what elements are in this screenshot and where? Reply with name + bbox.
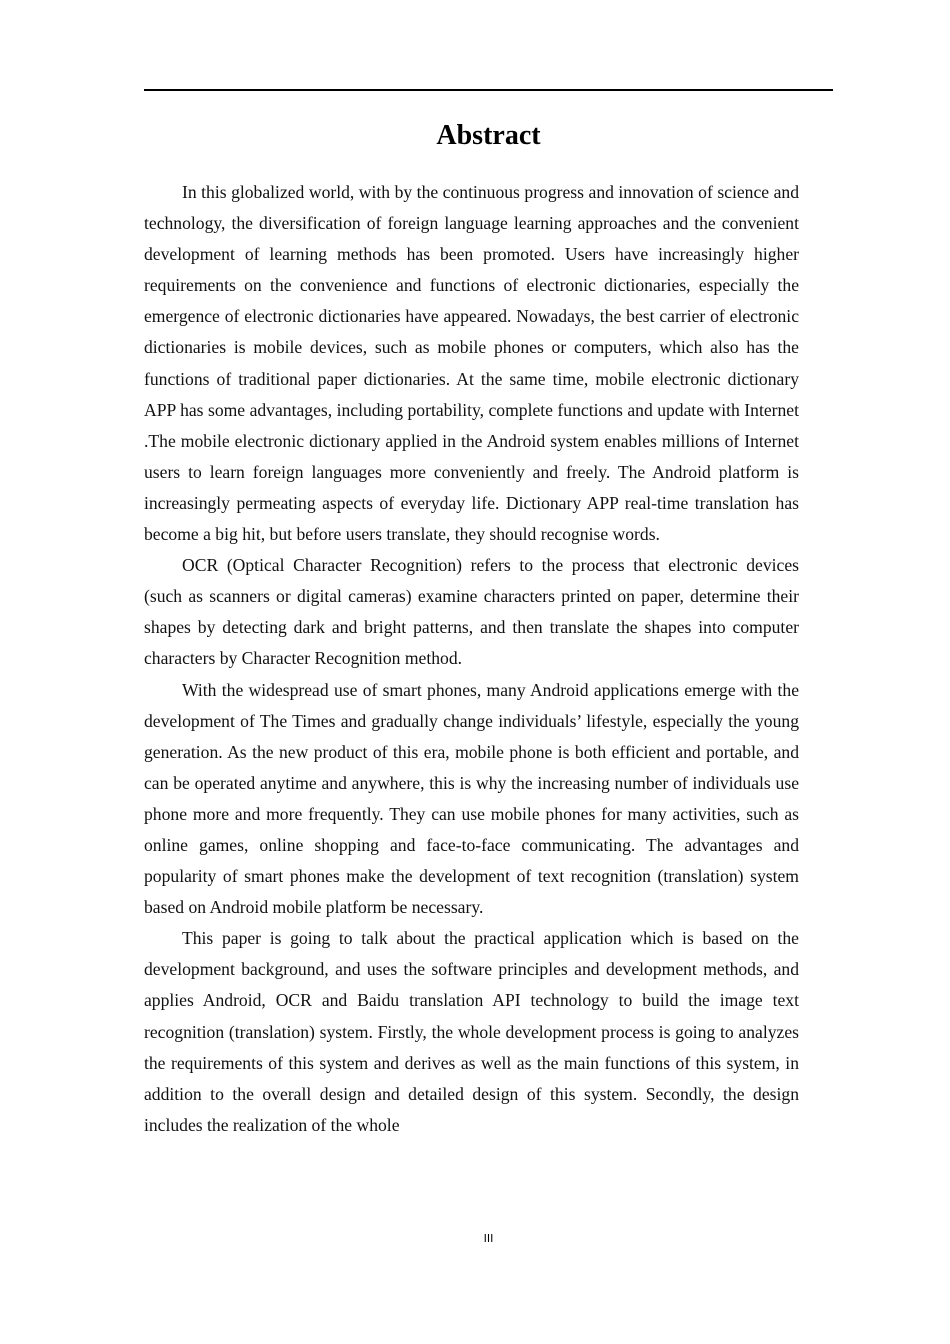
header-rule: [144, 89, 833, 91]
page-number: III: [483, 1232, 494, 1245]
paragraph: In this globalized world, with by the continuous progress and innovation of science and technology, the diversification of foreign language learning approaches and the convenient development of learning methods has been promoted. Users have increasingly higher requirements on the convenience and functions of electronic dictionaries, especially the emergence of electronic dictionaries have appeared. Nowadays, the best carrier of electronic dictionaries is mobile devices, such as mobile phones or computers, which also has the functions of traditional paper dictionaries. At the same time, mobile electronic dictionary APP has some advantages, including portability, complete functions and update with Internet .The mobile electronic dictionary applied in the Android system enables millions of Internet users to learn foreign languages more conveniently and freely. The Android platform is increasingly permeating aspects of everyday life. Dictionary APP real-time translation has become a big hit, but before users translate, they should recognise words.: [144, 182, 799, 545]
page-title: Abstract: [436, 120, 541, 151]
abstract-body: [144, 177, 799, 1141]
paragraph: OCR (Optical Character Recognition) refers to the process that electronic devices (such as scanners or digital cameras) examine characters printed on paper, determine their shapes by detecting dark and bright patterns, and then translate the shapes into computer characters by Character Recognition method.: [144, 555, 799, 669]
paragraph: This paper is going to talk about the practical application which is based on the development background, and uses the software principles and development methods, and applies Android, OCR and Baidu translation API technology to build the image text recognition (translation) system. Firstly, the whole development process is going to analyzes the requirements of this system and derives as well as the main functions of this system, in addition to the overall design and detailed design of this system. Secondly, the design includes the realization of the whole: [144, 928, 799, 1135]
paragraph: With the widespread use of smart phones, many Android applications emerge with the development of The Times and gradually change individuals’ lifestyle, especially the young generation. As the new product of this era, mobile phone is both efficient and portable, and can be operated anytime and anywhere, this is why the increasing number of individuals use phone more and more frequently. They can use mobile phones for many activities, such as online games, online shopping and face-to-face communicating. The advantages and popularity of smart phones make the development of text recognition (translation) system based on Android mobile platform be necessary.: [144, 679, 799, 918]
